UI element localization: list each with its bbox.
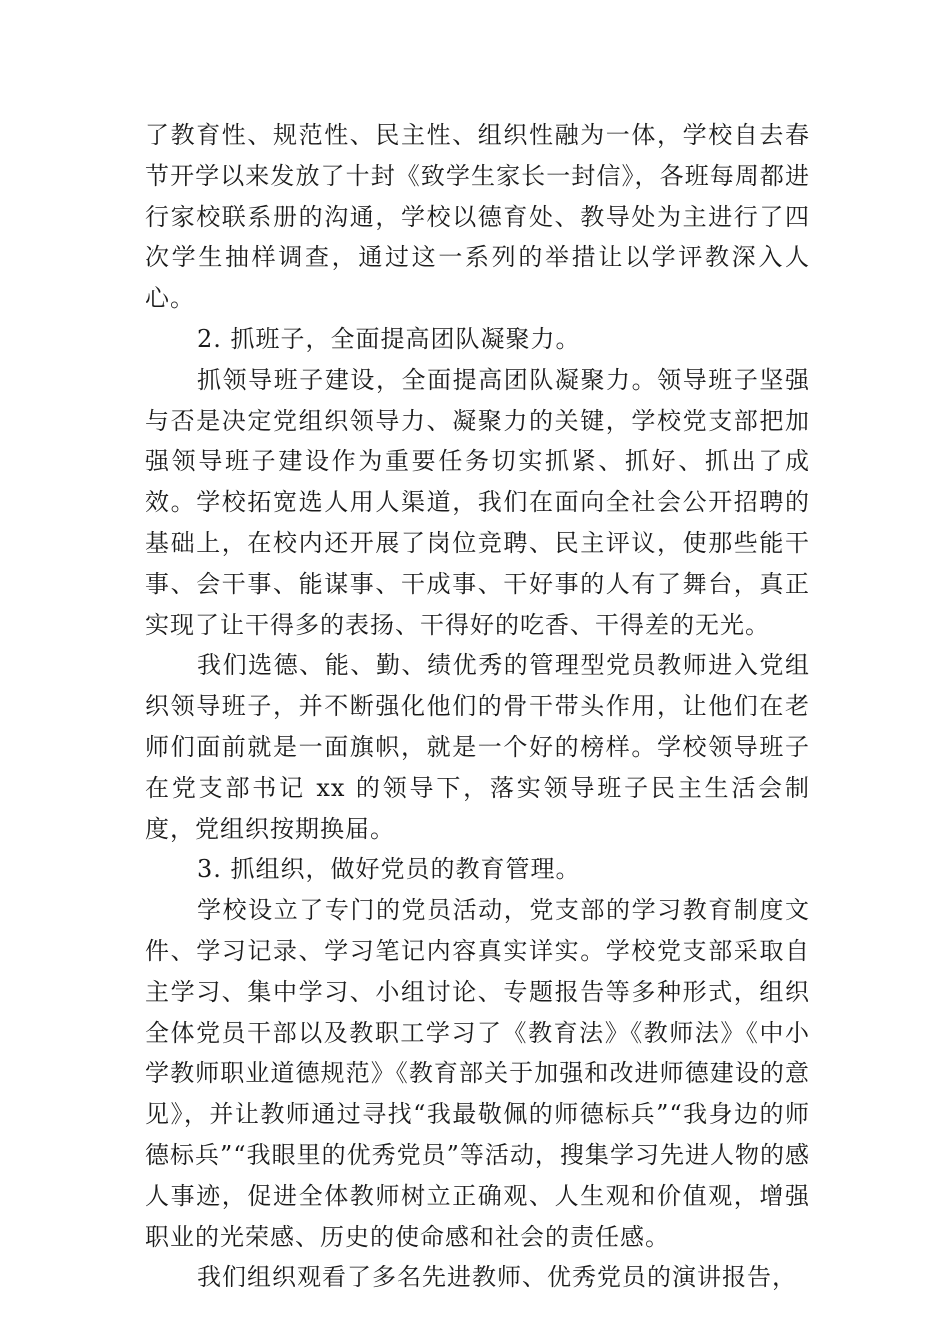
paragraph-party-education: 学校设立了专门的党员活动，党支部的学习教育制度文件、学习记录、学习笔记内容真实详实。学校党支部采取自主学习、集中学习、小组讨论、专题报告等多种形式，组织全体党员干部以及教职工学习了《教育法》《教师法》《中小学教师职业道德规范》《教育部关于加强和改进师德建设的意见》，并让教师通过寻找“我最敬佩的师德标兵”“我身边的师德标兵”“我眼里的优秀党员”等活动，搜集学习先进人物的感人事迹，促进全体教师树立正确观、人生观和价值观，增强职业的光荣感、历史的使命感和社会的责任感。 — [145, 896, 810, 1251]
paragraph-leadership: 抓领导班子建设，全面提高团队凝聚力。领导班子坚强与否是决定党组织领导力、凝聚力的关键，学校党支部把加强领导班子建设作为重要任务切实抓紧、抓好、抓出了成效。学校拓宽选人用人渠道，我们在面向全社会公开招聘的基础上，在校内还开展了岗位竞聘、民主评议，使那些能干事、会干事、能谋事、干成事、干好事的人有了舞台，真正实现了让干得多的表扬、干得好的吃香、干得差的无光。 — [145, 365, 810, 639]
paragraph-reports: 我们组织观看了多名先进教师、优秀党员的演讲报告， — [197, 1263, 797, 1292]
section-heading-2: 2. 抓班子，全面提高团队凝聚力。 — [197, 324, 581, 353]
document-page — [145, 115, 810, 1298]
paragraph-party-teachers: 我们选德、能、勤、绩优秀的管理型党员教师进入党组织领导班子，并不断强化他们的骨干带头作用，让他们在老师们面前就是一面旗帜，就是一个好的榜样。学校领导班子在党支部书记 xx 的领导下，落实领导班子民主生活会制度，党组织按期换届。 — [145, 651, 810, 843]
section-heading-3: 3. 抓组织，做好党员的教育管理。 — [197, 855, 581, 884]
paragraph-continuation: 了教育性、规范性、民主性、组织性融为一体，学校自去春节开学以来发放了十封《致学生家长一封信》，各班每周都进行家校联系册的沟通，学校以德育处、教导处为主进行了四次学生抽样调查，通过这一系列的举措让以学评教深入人心。 — [145, 121, 810, 313]
